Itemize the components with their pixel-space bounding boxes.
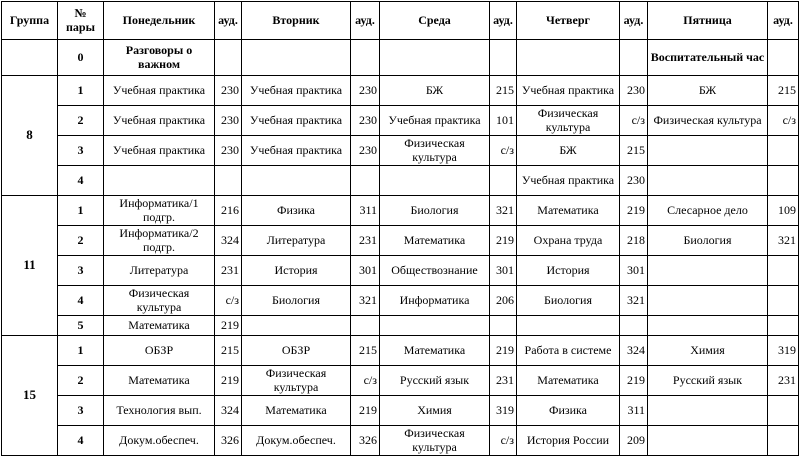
monday-subject: Учебная практика bbox=[104, 136, 215, 166]
pair-number: 0 bbox=[58, 40, 104, 76]
thursday-room: 215 bbox=[620, 136, 648, 166]
thursday-room bbox=[620, 316, 648, 336]
header-tuesday-room: ауд. bbox=[351, 2, 380, 40]
pair-number: 1 bbox=[58, 196, 104, 226]
tuesday-room: 230 bbox=[351, 106, 380, 136]
friday-room bbox=[768, 286, 799, 316]
friday-subject bbox=[648, 316, 768, 336]
monday-subject bbox=[104, 166, 215, 196]
header-row bbox=[2, 2, 799, 40]
friday-subject: БЖ bbox=[648, 76, 768, 106]
row-zero bbox=[2, 40, 799, 76]
friday-room: 231 bbox=[768, 366, 799, 396]
wednesday-room bbox=[490, 316, 517, 336]
pair-number: 2 bbox=[58, 106, 104, 136]
schedule-row bbox=[2, 196, 799, 226]
monday-subject: Учебная практика bbox=[104, 106, 215, 136]
schedule-row bbox=[2, 136, 799, 166]
tuesday-room: 321 bbox=[351, 286, 380, 316]
wednesday-subject: Математика bbox=[380, 226, 490, 256]
thursday-subject: Учебная практика bbox=[517, 76, 620, 106]
monday-subject: Технология вып. bbox=[104, 396, 215, 426]
wednesday-subject: Физическая культура bbox=[380, 426, 490, 456]
tuesday-subject: Биология bbox=[242, 286, 351, 316]
monday-subject: Литература bbox=[104, 256, 215, 286]
monday-class-of-importance: Разговоры о важном bbox=[104, 40, 215, 76]
wednesday-room: с/з bbox=[490, 426, 517, 456]
schedule-row bbox=[2, 76, 799, 106]
wednesday-room: 206 bbox=[490, 286, 517, 316]
monday-subject: Математика bbox=[104, 366, 215, 396]
header-monday: Понедельник bbox=[104, 2, 215, 40]
thursday-subject: Работа в системе bbox=[517, 336, 620, 366]
thursday-room: с/з bbox=[620, 106, 648, 136]
thursday-subject: История России bbox=[517, 426, 620, 456]
header-thursday: Четверг bbox=[517, 2, 620, 40]
tuesday-room bbox=[351, 166, 380, 196]
tuesday-subject: Математика bbox=[242, 396, 351, 426]
header-wednesday: Среда bbox=[380, 2, 490, 40]
wednesday-subject: Учебная практика bbox=[380, 106, 490, 136]
row-zero-group-cell bbox=[2, 40, 58, 76]
tuesday-room: 231 bbox=[351, 226, 380, 256]
pair-number: 2 bbox=[58, 366, 104, 396]
wednesday-subject: Математика bbox=[380, 336, 490, 366]
pair-number: 4 bbox=[58, 286, 104, 316]
tuesday-subject bbox=[242, 166, 351, 196]
monday-subject: ОБЗР bbox=[104, 336, 215, 366]
header-monday-room: ауд. bbox=[215, 2, 242, 40]
pair-number: 4 bbox=[58, 426, 104, 456]
tuesday-room: 301 bbox=[351, 256, 380, 286]
friday-subject bbox=[648, 426, 768, 456]
monday-room: 326 bbox=[215, 426, 242, 456]
header-tuesday: Вторник bbox=[242, 2, 351, 40]
schedule-table bbox=[1, 1, 799, 456]
thursday-room: 219 bbox=[620, 366, 648, 396]
thursday-room: 311 bbox=[620, 396, 648, 426]
thursday-room: 301 bbox=[620, 256, 648, 286]
wednesday-room: 101 bbox=[490, 106, 517, 136]
wednesday-subject: БЖ bbox=[380, 76, 490, 106]
monday-room: 230 bbox=[215, 136, 242, 166]
schedule-row bbox=[2, 166, 799, 196]
friday-subject bbox=[648, 256, 768, 286]
tuesday-room: 215 bbox=[351, 336, 380, 366]
monday-room: 219 bbox=[215, 366, 242, 396]
pair-number: 3 bbox=[58, 396, 104, 426]
wednesday-room: 301 bbox=[490, 256, 517, 286]
friday-subject bbox=[648, 136, 768, 166]
wednesday-subject bbox=[380, 316, 490, 336]
friday-room: с/з bbox=[768, 106, 799, 136]
empty-cell bbox=[242, 40, 351, 76]
group-number: 8 bbox=[2, 76, 58, 196]
empty-cell bbox=[380, 40, 490, 76]
monday-subject: Информатика/1 подгр. bbox=[104, 196, 215, 226]
monday-room bbox=[215, 166, 242, 196]
wednesday-subject bbox=[380, 166, 490, 196]
monday-room: 231 bbox=[215, 256, 242, 286]
thursday-subject: Математика bbox=[517, 196, 620, 226]
wednesday-subject: Информатика bbox=[380, 286, 490, 316]
empty-cell bbox=[768, 40, 799, 76]
monday-room: 219 bbox=[215, 316, 242, 336]
schedule-row bbox=[2, 366, 799, 396]
thursday-subject: Охрана труда bbox=[517, 226, 620, 256]
friday-subject: Химия bbox=[648, 336, 768, 366]
monday-subject: Информатика/2 подгр. bbox=[104, 226, 215, 256]
header-friday: Пятница bbox=[648, 2, 768, 40]
thursday-room: 230 bbox=[620, 76, 648, 106]
empty-cell bbox=[517, 40, 620, 76]
pair-number: 3 bbox=[58, 256, 104, 286]
pair-number: 3 bbox=[58, 136, 104, 166]
tuesday-room bbox=[351, 316, 380, 336]
wednesday-room: 215 bbox=[490, 76, 517, 106]
monday-room: с/з bbox=[215, 286, 242, 316]
monday-room: 216 bbox=[215, 196, 242, 226]
friday-subject bbox=[648, 166, 768, 196]
friday-subject: Слесарное дело bbox=[648, 196, 768, 226]
schedule-row bbox=[2, 396, 799, 426]
group-number: 15 bbox=[2, 336, 58, 456]
thursday-room: 218 bbox=[620, 226, 648, 256]
monday-room: 324 bbox=[215, 226, 242, 256]
monday-room: 215 bbox=[215, 336, 242, 366]
tuesday-subject: Учебная практика bbox=[242, 136, 351, 166]
friday-room bbox=[768, 426, 799, 456]
pair-number: 1 bbox=[58, 336, 104, 366]
schedule-row bbox=[2, 286, 799, 316]
monday-room: 230 bbox=[215, 76, 242, 106]
schedule-row bbox=[2, 106, 799, 136]
monday-room: 230 bbox=[215, 106, 242, 136]
wednesday-room bbox=[490, 166, 517, 196]
wednesday-subject: Русский язык bbox=[380, 366, 490, 396]
friday-room bbox=[768, 316, 799, 336]
friday-educational-hour: Воспитательный час bbox=[648, 40, 768, 76]
tuesday-room: 230 bbox=[351, 76, 380, 106]
tuesday-subject: Литература bbox=[242, 226, 351, 256]
group-number: 11 bbox=[2, 196, 58, 336]
pair-number: 5 bbox=[58, 316, 104, 336]
thursday-room: 324 bbox=[620, 336, 648, 366]
wednesday-subject: Химия bbox=[380, 396, 490, 426]
friday-room bbox=[768, 166, 799, 196]
tuesday-subject bbox=[242, 316, 351, 336]
monday-subject: Докум.обеспеч. bbox=[104, 426, 215, 456]
header-thursday-room: ауд. bbox=[620, 2, 648, 40]
pair-number: 1 bbox=[58, 76, 104, 106]
friday-subject: Биология bbox=[648, 226, 768, 256]
thursday-room: 321 bbox=[620, 286, 648, 316]
header-pair-number: № пары bbox=[58, 2, 104, 40]
friday-room: 215 bbox=[768, 76, 799, 106]
thursday-subject: История bbox=[517, 256, 620, 286]
thursday-room: 209 bbox=[620, 426, 648, 456]
tuesday-room: 230 bbox=[351, 136, 380, 166]
friday-subject: Физическая культура bbox=[648, 106, 768, 136]
tuesday-subject: Учебная практика bbox=[242, 106, 351, 136]
schedule-row bbox=[2, 336, 799, 366]
tuesday-room: 326 bbox=[351, 426, 380, 456]
tuesday-subject: ОБЗР bbox=[242, 336, 351, 366]
thursday-subject: Биология bbox=[517, 286, 620, 316]
empty-cell bbox=[351, 40, 380, 76]
thursday-room: 230 bbox=[620, 166, 648, 196]
wednesday-subject: Биология bbox=[380, 196, 490, 226]
schedule-row bbox=[2, 316, 799, 336]
tuesday-subject: Физика bbox=[242, 196, 351, 226]
empty-cell bbox=[620, 40, 648, 76]
wednesday-room: 321 bbox=[490, 196, 517, 226]
thursday-subject: Учебная практика bbox=[517, 166, 620, 196]
wednesday-subject: Обществознание bbox=[380, 256, 490, 286]
schedule-row bbox=[2, 426, 799, 456]
friday-subject bbox=[648, 396, 768, 426]
monday-subject: Математика bbox=[104, 316, 215, 336]
tuesday-subject: Учебная практика bbox=[242, 76, 351, 106]
thursday-subject: Физическая культура bbox=[517, 106, 620, 136]
wednesday-room: 231 bbox=[490, 366, 517, 396]
wednesday-room: 219 bbox=[490, 226, 517, 256]
friday-room: 319 bbox=[768, 336, 799, 366]
tuesday-subject: История bbox=[242, 256, 351, 286]
thursday-subject: БЖ bbox=[517, 136, 620, 166]
schedule-row bbox=[2, 256, 799, 286]
pair-number: 4 bbox=[58, 166, 104, 196]
pair-number: 2 bbox=[58, 226, 104, 256]
friday-room bbox=[768, 136, 799, 166]
tuesday-subject: Докум.обеспеч. bbox=[242, 426, 351, 456]
friday-room bbox=[768, 256, 799, 286]
monday-subject: Учебная практика bbox=[104, 76, 215, 106]
thursday-subject: Физика bbox=[517, 396, 620, 426]
friday-subject: Русский язык bbox=[648, 366, 768, 396]
thursday-subject: Математика bbox=[517, 366, 620, 396]
friday-room: 321 bbox=[768, 226, 799, 256]
friday-room: 109 bbox=[768, 196, 799, 226]
wednesday-room: 219 bbox=[490, 336, 517, 366]
tuesday-room: с/з bbox=[351, 366, 380, 396]
tuesday-room: 219 bbox=[351, 396, 380, 426]
tuesday-room: 311 bbox=[351, 196, 380, 226]
wednesday-room: 319 bbox=[490, 396, 517, 426]
monday-subject: Физическая культура bbox=[104, 286, 215, 316]
empty-cell bbox=[490, 40, 517, 76]
thursday-room: 219 bbox=[620, 196, 648, 226]
friday-room bbox=[768, 396, 799, 426]
wednesday-room: с/з bbox=[490, 136, 517, 166]
header-group: Группа bbox=[2, 2, 58, 40]
friday-subject bbox=[648, 286, 768, 316]
schedule-row bbox=[2, 226, 799, 256]
header-friday-room: ауд. bbox=[768, 2, 799, 40]
wednesday-subject: Физическая культура bbox=[380, 136, 490, 166]
thursday-subject bbox=[517, 316, 620, 336]
tuesday-subject: Физическая культура bbox=[242, 366, 351, 396]
header-wednesday-room: ауд. bbox=[490, 2, 517, 40]
empty-cell bbox=[215, 40, 242, 76]
monday-room: 324 bbox=[215, 396, 242, 426]
